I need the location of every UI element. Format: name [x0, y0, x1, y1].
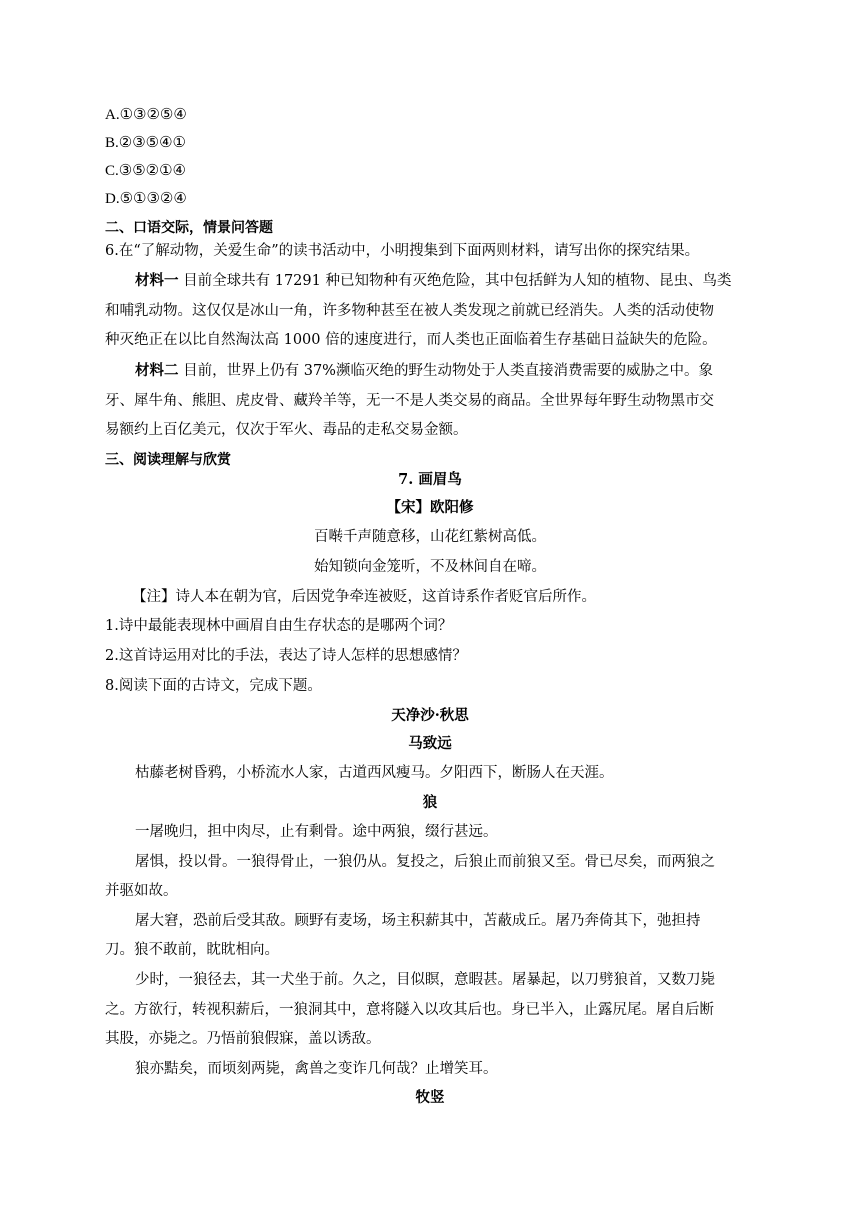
- material-1-label: 材料一: [135, 273, 179, 289]
- poem-title: 7. 画眉鸟: [398, 471, 462, 488]
- option-d: D.⑤①③②④: [105, 191, 187, 207]
- material-1-line: 和哺乳动物。这仅仅是冰山一角，许多物种甚至在被人类发现之前就已经消失。人类的活动使物: [105, 303, 714, 319]
- material-2-text: 目前，世界上仍有 37%濒临灭绝的野生动物处于人类直接消费需要的威胁之中。象: [183, 363, 713, 379]
- poem-author: 【宋】欧阳修: [386, 499, 474, 516]
- essay-line: 屠惧，投以骨。一狼得骨止，一狼仍从。复投之，后狼止而前狼又至。骨已尽矣，而两狼之: [135, 854, 715, 870]
- question-1: 1.诗中最能表现林中画眉自由生存状态的是哪两个词？: [105, 618, 453, 634]
- poem-line: 百啭千声随意移，山花红紫树高低。: [314, 529, 546, 545]
- question-6: 6.在“了解动物，关爱生命”的读书活动中，小明搜集到下面两则材料，请写出你的探究结果。: [105, 243, 700, 259]
- option-c: C.③⑤②①④: [105, 163, 186, 179]
- essay-line: 并驱如故。: [105, 883, 178, 899]
- material-1-text: 目前全球共有 17291 种已知物种有灭绝危险，其中包括鲜为人知的植物、昆虫、鸟类: [183, 273, 732, 289]
- essay-line: 少时，一狼径去，其一犬坐于前。久之，目似瞑，意暇甚。屠暴起，以刀劈狼首，又数刀毙: [135, 972, 715, 988]
- essay-line: 其股，亦毙之。乃悟前狼假寐，盖以诱敌。: [105, 1031, 381, 1047]
- poem-line: 始知锁向金笼听，不及林间自在啼。: [314, 559, 546, 575]
- material-2-label: 材料二: [135, 363, 179, 379]
- material-1-line: [135, 271, 731, 291]
- material-1-line: 种灭绝正在以比自然淘汰高 1000 倍的速度进行，而人类也正面临着生存基础日益缺失的危险。: [105, 332, 717, 348]
- option-a: A.①③②⑤④: [105, 107, 187, 123]
- essay-line: 狼亦黠矣，而顷刻两毙，禽兽之变诈几何哉？止增笑耳。: [135, 1061, 498, 1077]
- section-heading: 二、口语交际，情景问答题: [105, 220, 273, 236]
- poem-line: 枯藤老树昏鸦，小桥流水人家，古道西风瘦马。夕阳西下，断肠人在天涯。: [135, 765, 614, 781]
- material-2-line: 牙、犀牛角、熊胆、虎皮骨、藏羚羊等，无一不是人类交易的商品。全世界每年野生动物黑市交: [105, 393, 714, 409]
- poem-author: 马致远: [408, 735, 452, 752]
- option-b: B.②③⑤④①: [105, 135, 186, 151]
- essay-line: 屠大窘，恐前后受其敌。顾野有麦场，场主积薪其中，苫蔽成丘。屠乃奔倚其下，弛担持: [135, 913, 701, 929]
- material-2-line: [135, 361, 713, 381]
- poem-title: 天净沙·秋思: [391, 707, 469, 724]
- question-2: 2.这首诗运用对比的手法，表达了诗人怎样的思想感情？: [105, 648, 467, 664]
- next-title: 牧竖: [415, 1089, 445, 1106]
- essay-line: 一屠晚归，担中肉尽，止有剩骨。途中两狼，缀行甚远。: [135, 824, 498, 840]
- poem-note: 【注】诗人本在朝为官，后因党争牵连被贬，这首诗系作者贬官后所作。: [132, 589, 596, 605]
- material-2-line: 易额约上百亿美元，仅次于军火、毒品的走私交易金额。: [105, 422, 468, 438]
- essay-line: 刀。狼不敢前，眈眈相向。: [105, 942, 279, 958]
- section-heading: 三、阅读理解与欣赏: [105, 452, 231, 468]
- essay-line: 之。方欲行，转视积薪后，一狼洞其中，意将隧入以攻其后也。身已半入，止露尻尾。屠自后断: [105, 1002, 714, 1018]
- question-8: 8.阅读下面的古诗文，完成下题。: [105, 678, 322, 694]
- essay-title: 狼: [422, 794, 438, 811]
